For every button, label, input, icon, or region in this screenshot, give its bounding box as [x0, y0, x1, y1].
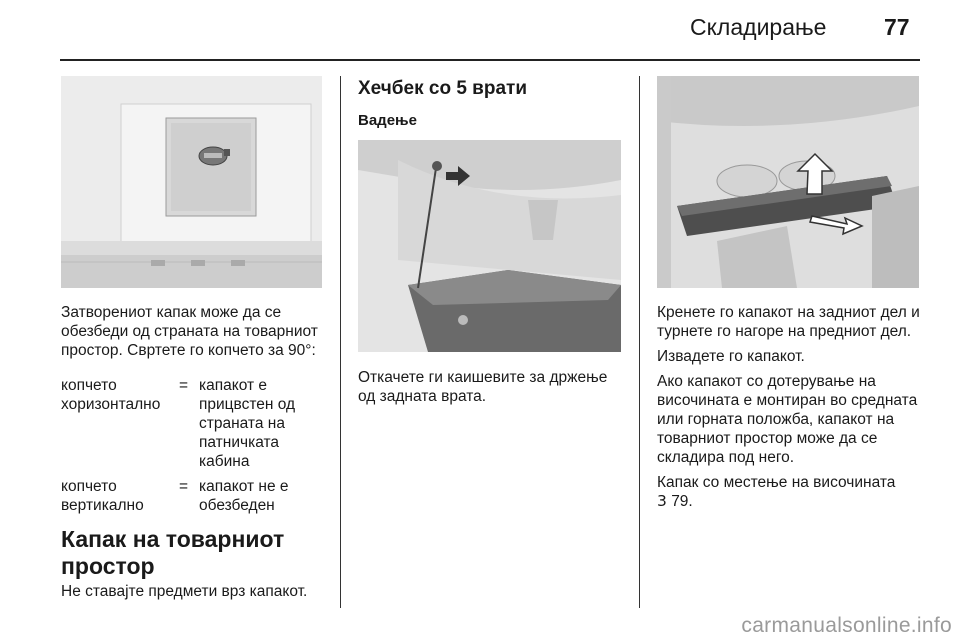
definition-row	[61, 477, 331, 515]
middle-subheading: Вадење	[358, 112, 417, 129]
left-intro-text: Затворениот капак може да се обезбеди од страната на товарниот простор. Свртете го копчето за 90°:	[61, 304, 318, 359]
middle-heading: Хечбек со 5 врати	[358, 78, 528, 99]
reference-page: 79.	[671, 493, 693, 510]
definition-equals: =	[179, 377, 189, 394]
right-paragraph: Ако капакот со дотерување на височината е монтиран во средната или горната положба, капакот на товарниот простор може да се складира под него.	[657, 373, 918, 466]
right-paragraph: Извадете го капакот.	[657, 348, 805, 365]
cargo-cover-removal-illustration	[657, 76, 919, 288]
column-divider-1	[340, 76, 341, 608]
middle-caption: Откачете ги каишевите за држење од задната врата.	[358, 369, 608, 405]
section-heading: Капак на товарниот простор	[61, 526, 285, 579]
header-divider	[60, 59, 920, 61]
definition-description: капакот не е обезбеден	[199, 478, 289, 514]
column-divider-2	[639, 76, 640, 608]
right-paragraph: Капак со местење на височината	[657, 474, 896, 491]
page-reference[interactable]	[657, 492, 927, 511]
page-number: 77	[884, 14, 910, 40]
definition-description: капакот е прицвстен од страната на патничката кабина	[199, 377, 296, 470]
right-column-text	[657, 303, 927, 511]
section-text: Не ставајте предмети врз капакот.	[61, 583, 308, 600]
right-paragraph: Кренете го капакот на задниот дел и турнете го нагоре на предниот дел.	[657, 304, 920, 340]
definition-equals: =	[179, 478, 189, 495]
definition-list	[61, 376, 331, 515]
cover-lock-illustration	[61, 76, 322, 288]
watermark: carmanualsonline.info	[741, 614, 952, 637]
definition-term: копчето хоризонтално	[61, 377, 161, 413]
reference-arrow-icon: 3	[657, 492, 667, 510]
definition-term: копчето вертикално	[61, 478, 144, 514]
page-header-title: Складирање	[690, 14, 827, 40]
hatchback-strap-illustration	[358, 140, 621, 352]
definition-row	[61, 376, 331, 471]
